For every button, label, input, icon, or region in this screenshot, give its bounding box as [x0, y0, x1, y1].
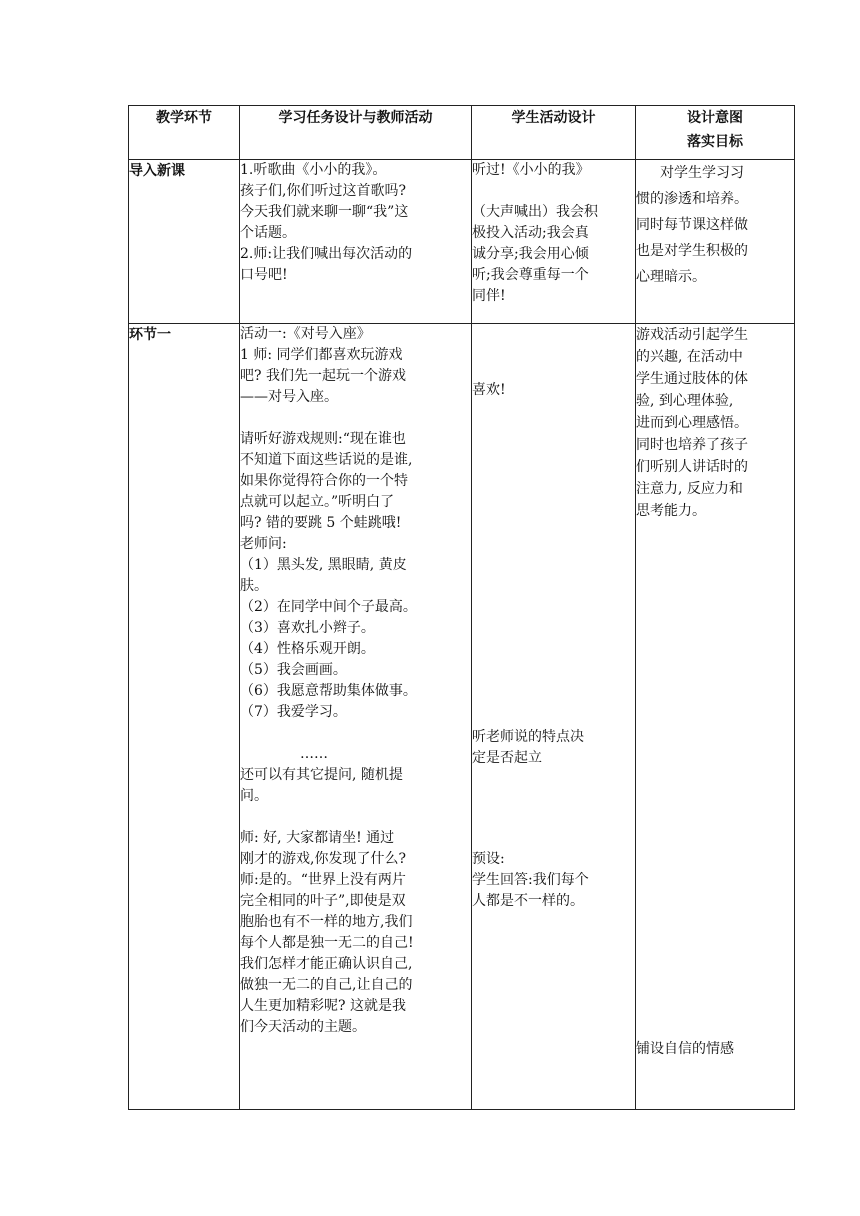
text-line: 学生回答:我们每个	[472, 872, 589, 888]
text-line: 活动一:《对号入座》	[240, 326, 371, 342]
header-row	[129, 106, 795, 160]
spacer	[240, 723, 471, 744]
intent-cell	[636, 160, 795, 324]
text-line: 们听别人讲话时的	[636, 459, 748, 475]
text-line: 请听好游戏规则:“现在谁也	[240, 431, 406, 447]
text-line: 1 师: 同学们都喜欢玩游戏	[240, 347, 403, 363]
stage-label: 环节一	[129, 327, 171, 343]
text-line: 验, 到心理体验,	[636, 393, 734, 409]
spacer	[240, 807, 471, 828]
text-line: 极投入活动;我会真	[472, 225, 589, 241]
text-line: 同时也培养了孩子	[636, 437, 748, 453]
text-line: （大声喊出）我会积	[472, 204, 598, 220]
text-line: 听;我会尊重每一个	[472, 267, 589, 283]
text-line: 口号吧!	[240, 267, 288, 283]
stage-cell	[129, 324, 240, 1110]
spacer	[240, 408, 471, 429]
table-row	[129, 324, 795, 1110]
header-intent	[636, 106, 795, 160]
text-line: 诚分享;我会用心倾	[472, 246, 589, 262]
text-line: （2）在同学中间个子最高。	[240, 599, 417, 615]
spacer	[636, 522, 794, 1038]
text-line: 注意力, 反应力和	[636, 481, 743, 497]
teacher-activity-cell	[240, 324, 472, 1110]
text-line: 胞胎也有不一样的地方,我们	[240, 914, 413, 930]
text-line: 学生通过肢体的体	[636, 371, 748, 387]
text-line: 的兴趣, 在活动中	[636, 349, 743, 365]
text-line: 2.师:让我们喊出每次活动的	[240, 246, 413, 262]
header-intent-label: 设计意图	[687, 110, 743, 126]
text-line: 我们怎样才能正确认识自己,	[240, 956, 413, 972]
text-line: 问。	[240, 788, 268, 804]
header-stage-label: 教学环节	[156, 110, 212, 126]
lesson-plan-table	[128, 105, 795, 1110]
text-line: 们今天活动的主题。	[240, 1019, 366, 1035]
student-activity-cell	[472, 160, 636, 324]
header-student	[472, 106, 636, 160]
text-line: 今天我们就来聊一聊“我”这	[240, 204, 409, 220]
stage-label: 导入新课	[129, 163, 185, 179]
text-line: 铺设自信的情感	[636, 1041, 734, 1057]
text-line: 对学生学习习	[660, 165, 744, 181]
text-line: 进而到心理感悟。	[636, 415, 748, 431]
text-line: 游戏活动引起学生	[636, 327, 748, 343]
text-line: 听过!《小小的我》	[472, 162, 590, 178]
text-line: 每个人都是独一无二的自己!	[240, 935, 414, 951]
spacer	[472, 769, 635, 849]
text-line: （5）我会画画。	[240, 662, 347, 678]
text-line: 点就可以起立。”听明白了	[240, 494, 395, 510]
text-line: 同伴!	[472, 288, 506, 304]
text-line: （3）喜欢扎小辫子。	[240, 620, 375, 636]
text-line: 肤。	[240, 578, 268, 594]
header-teacher	[240, 106, 472, 160]
ellipsis-line: ……	[300, 746, 328, 762]
text-line: 师: 好, 大家都请坐! 通过	[240, 830, 395, 846]
text-line: 也是对学生积极的	[636, 243, 748, 259]
student-activity-cell	[472, 324, 636, 1110]
text-line: 完全相同的叶子”,即使是双	[240, 893, 406, 909]
header-stage	[129, 106, 240, 160]
header-student-label: 学生活动设计	[511, 110, 596, 126]
spacer	[472, 401, 635, 727]
lesson-plan-sheet	[128, 105, 794, 1110]
text-line: （6）我愿意帮助集体做事。	[240, 683, 417, 699]
text-line: ——对号入座。	[240, 389, 338, 405]
text-line: 心理暗示。	[636, 269, 706, 285]
text-line: 孩子们,你们听过这首歌吗?	[240, 183, 406, 199]
text-line: 同时每节课这样做	[636, 217, 748, 233]
text-line: 还可以有其它提问, 随机提	[240, 767, 403, 783]
intent-cell	[636, 324, 795, 1110]
header-goal-label: 落实目标	[687, 134, 743, 150]
text-line: 刚才的游戏,你发现了什么?	[240, 851, 406, 867]
text-line: 老师问:	[240, 536, 287, 552]
text-line: 师:是的。“世界上没有两片	[240, 872, 406, 888]
text-line: 定是否起立	[472, 750, 542, 766]
text-line: 人生更加精彩呢? 这就是我	[240, 998, 406, 1014]
text-line: 不知道下面这些话说的是谁,	[240, 452, 413, 468]
text-line: （7）我爱学习。	[240, 704, 347, 720]
text-line: （4）性格乐观开朗。	[240, 641, 375, 657]
table-row	[129, 160, 795, 324]
stage-cell	[129, 160, 240, 324]
text-line: 做独一无二的自己,让自己的	[240, 977, 413, 993]
spacer	[472, 181, 635, 202]
text-line: （1）黑头发, 黑眼睛, 黄皮	[240, 557, 407, 573]
text-line: 预设:	[472, 851, 505, 867]
text-line: 人都是不一样的。	[472, 893, 584, 909]
text-line: 思考能力。	[636, 503, 706, 519]
header-teacher-label: 学习任务设计与教师活动	[278, 110, 433, 126]
text-line: 喜欢!	[472, 382, 506, 398]
text-line: 1.听歌曲《小小的我》。	[240, 162, 387, 178]
text-line: 听老师说的特点决	[472, 729, 584, 745]
text-line: 惯的渗透和培养。	[636, 191, 748, 207]
text-line: 吗? 错的要跳 5 个蛙跳哦!	[240, 515, 402, 531]
text-line: 如果你觉得符合你的一个特	[240, 473, 408, 489]
teacher-activity-cell	[240, 160, 472, 324]
text-line: 吧? 我们先一起玩一个游戏	[240, 368, 406, 384]
spacer	[472, 324, 635, 380]
text-line: 个话题。	[240, 225, 296, 241]
